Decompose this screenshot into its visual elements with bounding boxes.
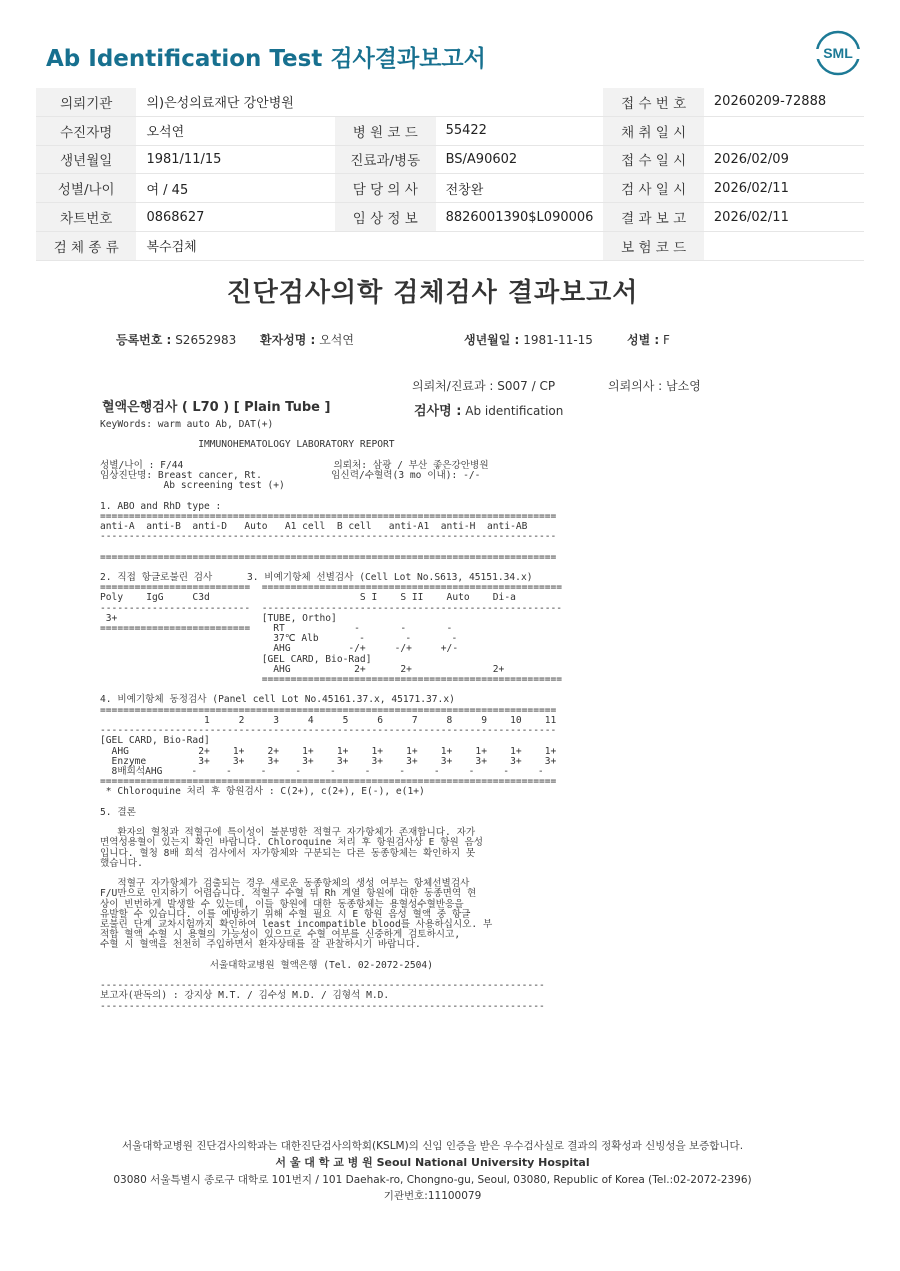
info-value: BS/A90602 <box>436 145 604 174</box>
patient-value: 오석연 <box>319 333 354 347</box>
immunohematology-report-body: KeyWords: warm auto Ab, DAT(+) IMMUNOHEMATOLOGY LABORATORY REPORT 성별/나이 : F/44 의뢰처: 삼광 / 부산 좋은강안병원 임상진단명: Breast cancer, Rt. 임신력/수혈력(3 mo 이내): -/- Ab screening test (+) 1. ABO and RhD type : =============================================================================== anti-A anti-B anti-D Auto A1 cell B cell anti-A1 anti-H anti-AB ------------------------------------------------------------------------------- =============================================================================== 2. 직접 항글로불린 검사 3. 비예기항체 선별검사 (Cell Lot No.S613, 45151.34.x) ========================== ==================================================== Poly IgG C3d S I S II Auto Di-a -------------------------- ---------------------------------------------------- 3+ [TUBE, Ortho] ========================== RT - - - 37℃ Alb - - - AHG -/+ -/+ +/- [GEL CARD, Bio-Rad] AHG 2+ 2+ 2+ ==================================================== 4. 비예기항체 동정검사 (Panel cell Lot No.45161.37.x, 45171.37.x) =============================================================================== 1 2 3 4 5 6 7 8 9 10 11 ------------------------------------------------------------------------------- [GEL CARD, Bio-Rad] AHG 2+ 1+ 2+ 1+ 1+ 1+ 1+ 1+ 1+ 1+ 1+ Enzyme 3+ 3+ 3+ 3+ 3+ 3+ 3+ 3+ 3+ 3+ 3+ 8배희석AHG - - - - - - - - - - - =============================================================================== * Chloroquine 처리 후 항원검사 : C(2+), c(2+), E(-), e(1+) 5. 결론 환자의 혈청과 적혈구에 특이성이 불분명한 적혈구 자가항체가 존재합니다. 자가 면역성용혈이 있는지 확인 바랍니다. Chloroquine 처리 후 항원검사상 E 항원 음성 입니다. 혈청 8배 희석 검사에서 자가항체와 구분되는 다른 동종항체는 확인하지 못 했습니다. 적혈구 자가항체가 검출되는 경우 새로운 동종항체의 생성 여부는 항체선별검사 F/U만으로 인지하기 어렵습니다. 적혈구 수혈 뒤 Rh 계열 항원에 대한 동종면역 현 상이 빈번하게 발생할 수 있는데, 이들 항원에 대한 동종항체는 용혈성수혈반응을 유발할 수 있습니다. 이를 예방하기 위해 수혈 필요 시 E 항원 음성 혈액 중 항글 로불린 단계 교차시험까지 확인하여 least incompatible blood를 사용하십시오. 부 적합 혈액 수혈 시 용혈의 가능성이 있으므로 수혈 여부를 신중하게 검토하시고, 수혈 시 혈액을 천천히 주입하면서 환자상태를 잘 관찰하시기 바랍니다. 서울대학교병원 혈액은행 (Tel. 02-2072-2504) ----------------------------------------------------------------------------- 보고자(판독의) : 강지상 M.T. / 김수성 M.D. / 김형석 M.D. ----------------------------------------------------------------------------- <box>100 419 563 1012</box>
info-label: 접 수 일 시 <box>603 145 703 174</box>
patient-label: 환자성명 : <box>260 333 316 347</box>
info-value <box>704 116 864 145</box>
sml-logo <box>815 30 861 76</box>
info-value: 전창완 <box>436 174 604 203</box>
info-row <box>36 203 864 232</box>
info-label: 보 험 코 드 <box>603 231 703 260</box>
info-label: 생년월일 <box>36 145 136 174</box>
report-title: 진단검사의학 검체검사 결과보고서 <box>226 278 639 308</box>
page-title: Ab Identification Test 검사결과보고서 <box>46 46 486 72</box>
info-label: 결 과 보 고 <box>603 203 703 232</box>
birth-value: 1981-11-15 <box>523 333 593 347</box>
birth-label: 생년월일 : <box>464 333 520 347</box>
info-label: 임 상 정 보 <box>335 203 436 232</box>
footer-address: 03080 서울특별시 종로구 대학로 101번지 / 101 Daehak-ro, Chongno-gu, Seoul, 03080, Republic of Korea (Tel.:02-2072-2396) <box>113 1174 752 1186</box>
reg-value: S2652983 <box>175 333 237 347</box>
info-value: 의)은성의료재단 강안병원 <box>136 88 603 116</box>
test-name <box>414 400 563 419</box>
info-row <box>36 231 864 260</box>
birth-date <box>464 331 593 348</box>
info-value: 여 / 45 <box>136 174 334 203</box>
referring-doctor: 의뢰의사 : 남소영 <box>608 379 701 393</box>
patient-name <box>260 331 354 348</box>
info-label: 성별/나이 <box>36 174 136 203</box>
info-row <box>36 116 864 145</box>
info-row <box>36 88 864 116</box>
sex-label: 성별 : <box>627 333 660 347</box>
info-value <box>704 231 864 260</box>
info-label: 병 원 코 드 <box>335 116 436 145</box>
footer-hospital-name: 서 울 대 학 교 병 원 Seoul National University Hospital <box>275 1156 590 1169</box>
info-label: 접 수 번 호 <box>603 88 703 116</box>
test-group: 혈액은행검사 ( L70 ) [ Plain Tube ] <box>102 400 331 415</box>
info-value: 1981/11/15 <box>136 145 334 174</box>
info-label: 수진자명 <box>36 116 136 145</box>
footer-institution-number: 기관번호:11100079 <box>383 1190 482 1202</box>
logo-text: SML <box>823 45 853 61</box>
info-value: 오석연 <box>136 116 334 145</box>
test-name-label: 검사명 : <box>414 404 462 419</box>
info-label: 진료과/병동 <box>335 145 436 174</box>
info-value: 2026/02/11 <box>704 203 864 232</box>
registration-number <box>116 331 236 348</box>
info-value: 55422 <box>436 116 604 145</box>
patient-info-table <box>36 88 864 261</box>
test-name-value: Ab identification <box>465 404 564 418</box>
sex-value: F <box>663 333 670 347</box>
info-value: 20260209-72888 <box>704 88 864 116</box>
info-row <box>36 145 864 174</box>
footer-certification: 서울대학교병원 진단검사의학과는 대한진단검사의학회(KSLM)의 신임 인증을 받은 우수검사실로 결과의 정확성과 신빙성을 보증합니다. <box>121 1140 744 1152</box>
info-label: 의뢰기관 <box>36 88 136 116</box>
info-row <box>36 174 864 203</box>
referring-dept: 의뢰처/진료과 : S007 / CP <box>412 379 556 393</box>
info-label: 검 사 일 시 <box>603 174 703 203</box>
sex <box>627 331 670 348</box>
info-value: 복수검체 <box>136 231 603 260</box>
info-value: 8826001390$L090006 <box>436 203 604 232</box>
info-value: 0868627 <box>136 203 334 232</box>
info-label: 채 취 일 시 <box>603 116 703 145</box>
info-label: 담 당 의 사 <box>335 174 436 203</box>
info-value: 2026/02/09 <box>704 145 864 174</box>
info-value: 2026/02/11 <box>704 174 864 203</box>
info-label: 검 체 종 류 <box>36 231 136 260</box>
reg-label: 등록번호 : <box>116 333 172 347</box>
info-label: 차트번호 <box>36 203 136 232</box>
